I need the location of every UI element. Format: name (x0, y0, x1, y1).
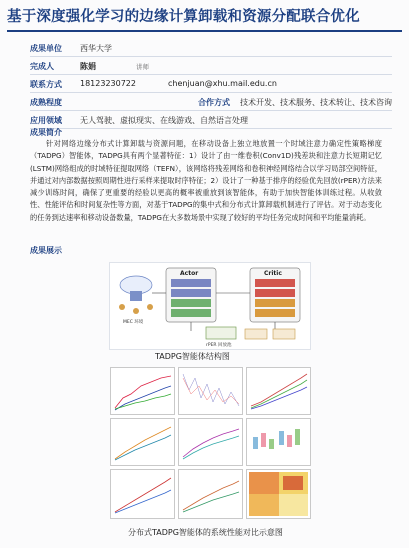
plot-energy-1 (110, 418, 175, 466)
plot-convergence-2 (178, 367, 243, 415)
person-label: 完成人 (30, 62, 54, 71)
contact-label: 联系方式 (30, 80, 62, 89)
page-title: 基于深度强化学习的边缘计算卸载和资源分配联合优化 (7, 9, 360, 25)
critic-label: Critic (264, 270, 282, 277)
show-section-label: 成果展示 (30, 246, 62, 255)
plot-rate-1 (110, 469, 175, 519)
critic-block (250, 268, 300, 322)
figure1-caption: TADPG智能体结构图 (155, 352, 230, 361)
unit-value: 西华大学 (80, 44, 112, 53)
actor-block (166, 268, 216, 322)
plot-rate-2 (178, 469, 243, 519)
coop-value: 技术开发、技术服务、技术转让、技术咨询 (240, 98, 392, 107)
info-row-person (30, 57, 392, 75)
field-value: 无人驾驶、虚拟现实、在线游戏、自然语言处理 (80, 116, 248, 125)
maturity-label: 成熟程度 (30, 98, 62, 107)
intro-paragraph: 针对网络边缘分布式计算卸载与资源问题，在移动设备上独立地放置一个时域注意力确定性策略梯度（TADPG）智能体，TADPG具有两个显著特征：1）设计了由一维卷积(Conv1D)残差块和注意力长短期记忆(LSTM)网络组成的时域特征提取网络（TEFN），该网络将残差网络和卷积神经网络结合以学习局部空间特征，并通过对内部数据按照周期性进行采样来提取时序特征；2）设计了一种基于排序的经验优先回放(rPER)方法来减少训练时间，确保了更重要的经验以更高的概率被重放到该智能体，有助于加快智能体训练过程。从收敛性、性能评估和时间复杂性等方面，对基于TADPG的集中式和分布式计算卸载机制进行了评估。对于动态变化的任务到达速率和移动设备数量，TADPG在大多数场景中实现了较好的平均任务完成时间和平均能量消耗。 (30, 139, 382, 222)
person-name: 陈娟 (80, 62, 96, 71)
info-table (30, 39, 392, 129)
rper-replay-buffer (206, 327, 236, 348)
title-divider (7, 30, 402, 32)
tadpg-architecture-diagram (109, 262, 311, 350)
plot-heatmap (246, 469, 311, 519)
plot-boxplots (246, 418, 311, 466)
plot-completion-time (246, 367, 311, 415)
phone-value: 18123230722 (80, 79, 136, 88)
person-title: 讲师 (136, 63, 149, 71)
intro-section-label: 成果简介 (30, 128, 62, 137)
mec-environment (119, 276, 153, 325)
figure2-caption: 分布式TADPG智能体的系统性能对比示意图 (128, 528, 283, 537)
plot-energy-2 (178, 418, 243, 466)
mec-label: MEC 环境 (123, 320, 144, 325)
plot-convergence-1 (110, 367, 175, 415)
email-link[interactable]: chenjuan@xhu.mail.edu.cn (168, 79, 277, 88)
performance-plots-grid (110, 367, 310, 519)
field-label: 应用领域 (30, 116, 62, 125)
info-row-field (30, 111, 392, 129)
actor-label: Actor (180, 270, 199, 277)
info-row-unit (30, 39, 392, 57)
coop-label: 合作方式 (198, 98, 230, 107)
info-row-maturity (30, 93, 392, 111)
unit-label: 成果单位 (30, 44, 62, 53)
info-row-contact (30, 75, 392, 93)
rper-label: rPER 回放池 (206, 343, 232, 348)
